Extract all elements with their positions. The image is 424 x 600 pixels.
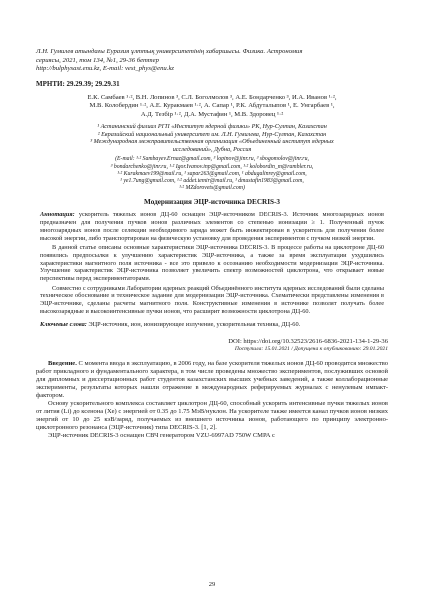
affiliation: ³ Международная межправительственная организация «Объединенный институт ядерных — [90, 138, 334, 146]
email-line: ³ bondarchenko@jinr.ru, ¹·² Igor.Ivanov.inp@gmail.com, ¹·² kolobordin_m@rambler.ru, — [110, 163, 314, 170]
article-title: Модернизация ЭЦР-источника DECRIS-3 — [144, 198, 280, 207]
page-number: 29 — [208, 581, 216, 588]
keywords — [36, 321, 388, 329]
email-line: ¹·² Kurakmaev199@mail.ru, ¹ sapar263@gmail.com, ¹ abdugalinrey@gmail.com, — [117, 170, 307, 177]
abstract — [36, 211, 388, 315]
intro-text: С момента ввода в эксплуатацию, в 2006 году, на базе ускорителя тяжелых ионов ДЦ-60 проводится множество работ прикладного и фундаментального характера, в том числе проведены множество экспериментов, послуживших основой для дипломных и диссертационных работ студентов казахстанских высших учебных заведений, а также коллаборационные эксперименты, результаты которых нашли отражение в международных реферируемых журналах с ненулевым импакт-фактором. — [36, 360, 388, 400]
keywords-label: Ключевые слова: — [40, 320, 87, 328]
affiliation: ² Евразийский национальный университет им. Л.Н. Гумилева, Нур-Султан, Казахстан — [97, 130, 327, 138]
email-line: ¹ ye1.7ung@gmail.com, ¹·² addet.temir@mail.ru, ¹ dmustafin1983@gmail.com, — [120, 177, 304, 184]
intro-label: Введение. — [48, 360, 77, 368]
journal-header — [36, 48, 388, 74]
keywords-text: ЭЦР-источник, ион, ионизирующее излучение, ускорительная техника, ДЦ-60. — [88, 320, 301, 328]
authors-list — [36, 94, 388, 119]
author-emails — [36, 156, 388, 192]
intro-paragraph: Основу ускорительного комплекса составляет циклотрон ДЦ-60, способный ускорить интенсивные пучки тяжелых ионов от лития (Li) до ксенона (Xe) с энергией от 0.35 до 1.75 МэВ/нуклон. На ускорителе также имеется канал пучков ионов низких энергий от 10 до 25 кэВ/заряд, получаемых из внешнего источника ионов, работающего по принципу электронно-циклотронного резонанса (ЭЦР-источник) типа DECRIS-3. [1, 2]. — [36, 400, 388, 432]
affiliations — [36, 123, 388, 153]
authors-line: М.В. Колобердин ¹·², А.Е. Куракмаев ¹·², А. Сапар ¹, Р.К. Абдуталыпов ¹, Е. Унгарбаев ¹, — [89, 102, 335, 110]
email-line: ¹·² MZdorovets@gmail.com) — [179, 185, 245, 192]
authors-line: Е.К. Самбаев ¹·², В.Н. Лопинов ³, С.Л. Боголмолов ³, А.Е. Бондарченко ³, И.А. Иванов ¹·², — [87, 93, 337, 101]
email-line: (E-mail: ¹·² Sambayev.Ernaz@gmail.com, ³ lopinov@jinr.ru, ³ sbogomolov@jinr.ru, — [115, 156, 309, 163]
abstract-label: Аннотация: — [40, 211, 75, 219]
abstract-paragraph — [40, 211, 384, 242]
journal-title-line: Л.Н. Гумилев атындағы Еуразия ұлттық университетінің хабаршысы. Физика. Астрономия — [36, 48, 303, 55]
mrnti-code: МРНТИ: 29.29.39; 29.29.31 — [36, 79, 120, 88]
intro-paragraph — [36, 360, 388, 400]
journal-url-line: http://bulphysast.enu.kz, E-mail: vest_phys@enu.kz — [36, 65, 175, 73]
journal-series-line: сериясы, 2021, том 134, №1, 29-36 беттер — [36, 56, 159, 64]
intro-paragraph: ЭЦР-источник DECRIS-3 оснащен СВЧ генератором VZU-6997AD 750W СМРА с — [48, 432, 275, 440]
abstract-text: ускоритель тяжелых ионов ДЦ-60 оснащен ЭЦР-источником DECRIS-3. Источник многозарядных ионов предназначен для получения пучков ионов различных элементов со степенью ионизации ≥ 1. Полученный пучок многозарядных ионов после селекции необходимого заряда может быть инжектирован в ускоритель для получения более высокой энергии, либо транспортирован на физическую установку для проведения экспериментов с пучком низкой энергии. — [40, 211, 384, 242]
received-dates: Поступила: 15.01.2021 / Допущена к опубликованию: 29.01.2021 — [234, 346, 388, 353]
abstract-paragraph: Совместно с сотрудниками Лаборатории ядерных реакций Объединённого института ядерных исследований были сделаны техническое обоснование и техническое задание для модернизации ЭЦР-источника. Схематически представлены изменения в ЭЦР-источнике, сделаны расчеты магнитного поля. Конструктивные изменения в источнике позволят получать более высокозарядные и высокоинтенсивные пучки ионов, что расширит возможности циклотрона ДЦ-60. — [40, 284, 384, 315]
affiliation: ¹ Астанинский филиал РГП «Институт ядерной физики» РК, Нур-Султан, Казахстан — [97, 123, 327, 130]
introduction — [36, 360, 388, 440]
abstract-paragraph: В данной статье описаны основные характеристики ЭЦР-источника DECRIS-3. В процессе работы на циклотроне ДЦ-60 появились предпосылки к улучшению характеристик ЭЦР-источника, а также за время эксплуатации ухудшились характеристики магнитного поля источника - все это привело к осознанию необходимости модернизации ЭЦР-источника. Улучшение характеристик ЭЦР-источника позволяет увеличить спектр возможностей циклотрона, что открывает новые перспективы перед экспериментаторами. — [40, 244, 384, 283]
affiliation: исследований», Дубна, Россия — [172, 145, 252, 153]
authors-line: А.Д. Тезбір ¹·², Д.А. Мустафин ¹, М.В. Здоровец ¹·² — [140, 110, 284, 118]
doi-link[interactable]: DOI: https://doi.org/10.32523/2616-6836-2021-134-1-29-36 — [228, 338, 388, 346]
